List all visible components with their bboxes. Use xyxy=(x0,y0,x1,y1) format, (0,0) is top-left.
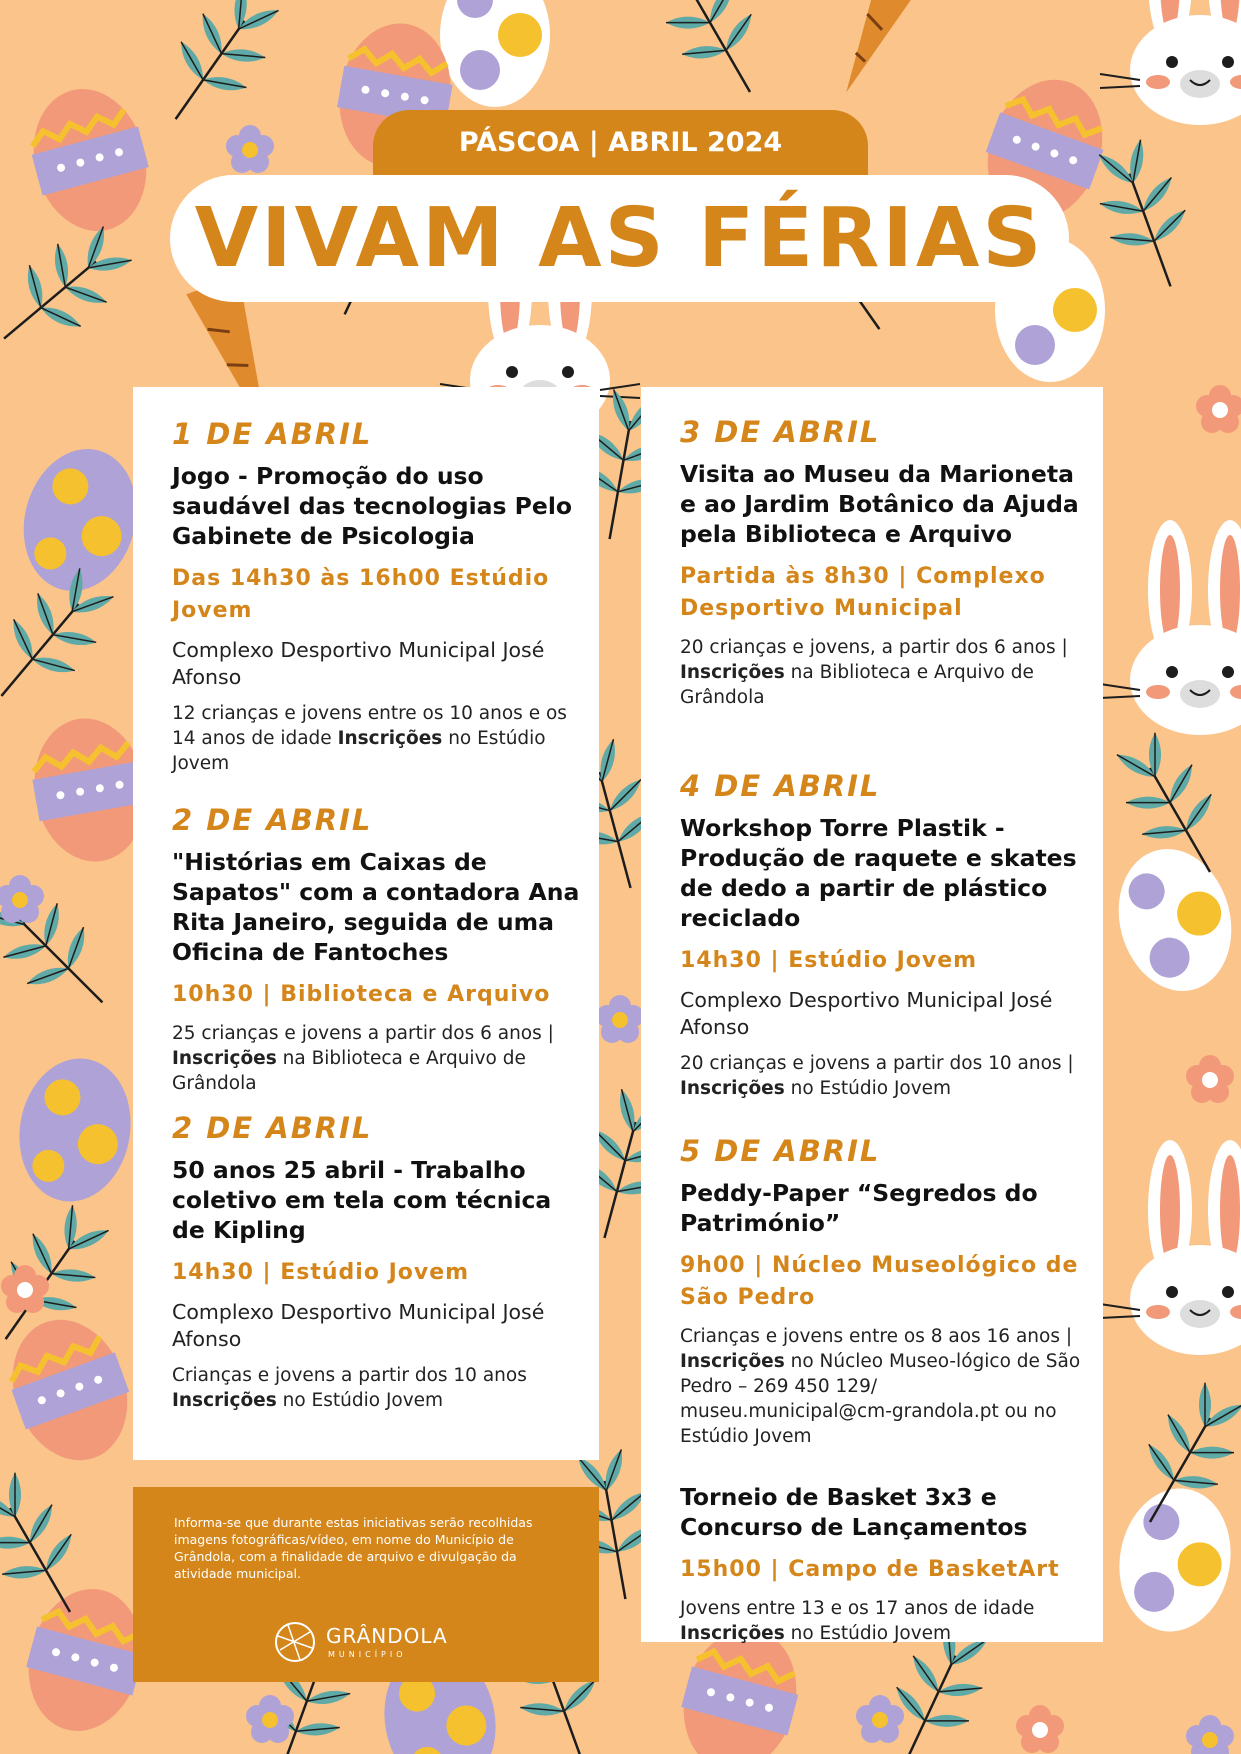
event-time: 10h30 | Biblioteca e Arquivo xyxy=(172,982,551,1007)
image-rights-notice xyxy=(133,1487,599,1682)
event-title: Torneio de Basket 3x3 e Concurso de Lançamentos xyxy=(680,1483,1028,1541)
registration-place: no Estúdio Jovem xyxy=(282,1390,444,1411)
event-april-4 xyxy=(680,769,1090,1101)
event-april-2-kipling xyxy=(172,1111,582,1413)
registration-place: na Biblioteca e Arquivo de Grândola xyxy=(680,662,1034,708)
registration-label: Inscrições xyxy=(172,1390,277,1411)
registration-place: no Estúdio Jovem xyxy=(790,1623,952,1644)
event-time: 14h30 | Estúdio Jovem xyxy=(172,1260,470,1285)
registration-label: Inscrições xyxy=(680,1351,785,1372)
registration-place: no Núcleo Museo-lógico de São Pedro – 269 450 129/ museu.municipal@cm-grandola.pt ou no Estúdio Jovem xyxy=(680,1351,1081,1447)
event-location: Complexo Desportivo Municipal José Afonso xyxy=(680,988,1053,1039)
event-info xyxy=(172,1363,582,1413)
notice-text: Informa-se que durante estas iniciativas serão recolhidas imagens fotográficas/vídeo, em nome do Município de Grândola, com a finalidade de arquivo e divulgação da atividade municipal. xyxy=(174,1515,533,1581)
event-audience: Crianças e jovens a partir dos 10 anos xyxy=(172,1365,527,1386)
event-date: 2 DE ABRIL xyxy=(172,1111,373,1145)
event-info xyxy=(680,1324,1090,1449)
event-title: Workshop Torre Plastik - Produção de raquete e skates de dedo a partir de plástico reciclado xyxy=(680,814,1077,932)
event-april-2-stories xyxy=(172,803,582,1096)
event-time: Das 14h30 às 16h00 Estúdio Jovem xyxy=(172,566,550,623)
registration-label: Inscrições xyxy=(172,1048,277,1069)
registration-place: na Biblioteca e Arquivo de Grândola xyxy=(172,1048,526,1094)
logo-subtitle: MUNICÍPIO xyxy=(328,1650,407,1659)
event-info xyxy=(680,1596,1090,1646)
event-april-5-basket xyxy=(680,1482,1090,1646)
page-title: VIVAM AS FÉRIAS xyxy=(170,175,1069,302)
event-date: 5 DE ABRIL xyxy=(680,1134,881,1168)
event-location: Complexo Desportivo Municipal José Afonso xyxy=(172,638,545,689)
event-location: Complexo Desportivo Municipal José Afonso xyxy=(172,1300,545,1351)
event-date: 2 DE ABRIL xyxy=(172,803,373,837)
event-title: 50 anos 25 abril - Trabalho coletivo em tela com técnica de Kipling xyxy=(172,1156,552,1244)
event-title: "Histórias em Caixas de Sapatos" com a contadora Ana Rita Janeiro, seguida de uma Oficina de Fantoches xyxy=(172,848,580,966)
event-april-1 xyxy=(172,417,582,776)
event-time: Partida às 8h30 | Complexo Desportivo Municipal xyxy=(680,564,1046,621)
event-audience: 20 crianças e jovens a partir dos 10 anos | xyxy=(680,1053,1074,1074)
grandola-emblem-icon xyxy=(270,1620,320,1664)
event-info xyxy=(172,1021,582,1096)
registration-label: Inscrições xyxy=(680,1623,785,1644)
event-title: Jogo - Promoção do uso saudável das tecnologias Pelo Gabinete de Psicologia xyxy=(172,462,573,550)
event-audience: 25 crianças e jovens a partir dos 6 anos | xyxy=(172,1023,554,1044)
event-date: 1 DE ABRIL xyxy=(172,417,373,451)
event-info xyxy=(680,1051,1090,1101)
event-audience: Jovens entre 13 e os 17 anos de idade xyxy=(680,1598,1035,1619)
registration-label: Inscrições xyxy=(680,1078,785,1099)
event-date: 3 DE ABRIL xyxy=(680,415,881,449)
registration-place: no Estúdio Jovem xyxy=(790,1078,952,1099)
event-info xyxy=(680,635,1090,710)
event-title: Peddy-Paper “Segredos do Património” xyxy=(680,1179,1038,1237)
event-time: 9h00 | Núcleo Museológico de São Pedro xyxy=(680,1253,1079,1310)
season-tagline: PÁSCOA | ABRIL 2024 xyxy=(373,110,868,176)
event-title: Visita ao Museu da Marioneta e ao Jardim Botânico da Ajuda pela Biblioteca e Arquivo xyxy=(680,460,1079,548)
event-info xyxy=(172,701,582,776)
registration-label: Inscrições xyxy=(680,662,785,683)
event-time: 14h30 | Estúdio Jovem xyxy=(680,948,978,973)
logo-name: GRÂNDOLA xyxy=(326,1624,448,1648)
registration-place: no Estúdio Jovem xyxy=(172,728,546,774)
event-audience: Crianças e jovens entre os 8 aos 16 anos | xyxy=(680,1326,1073,1347)
grandola-logo xyxy=(270,1620,490,1670)
event-date: 4 DE ABRIL xyxy=(680,769,881,803)
event-audience: 12 crianças e jovens entre os 10 anos e os 14 anos de idade xyxy=(172,703,567,749)
event-april-3 xyxy=(680,415,1090,710)
events-card-left xyxy=(133,387,599,1460)
registration-label: Inscrições xyxy=(337,728,443,749)
event-audience: 20 crianças e jovens, a partir dos 6 anos | xyxy=(680,637,1068,658)
events-card-right xyxy=(641,387,1103,1642)
event-time: 15h00 | Campo de BasketArt xyxy=(680,1557,1060,1582)
event-april-5-peddy-paper xyxy=(680,1134,1090,1449)
